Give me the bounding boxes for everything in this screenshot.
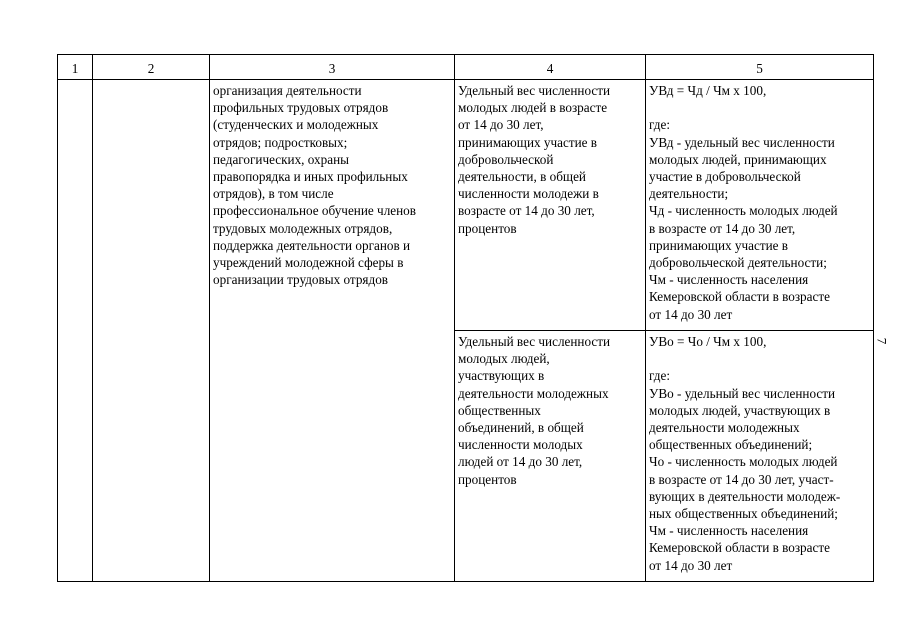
header-col-2: 2 (93, 55, 210, 80)
cell-empty (93, 80, 210, 582)
indicator-formula-text: УВо = Чо / Чм х 100, где: УВо - удельный вес численности молодых людей, участвующих в деятельности молодежных общественных объединений; Чо - численность молодых людей в возрасте от 14 до 30 лет, участ- вующих в деятельности молодеж- ных общественных объединений; Чм - численность населения Кемеровской области в возрасте от 14 до 30 лет (649, 334, 841, 573)
activity-cell (210, 80, 455, 582)
cell-number (58, 80, 93, 582)
activity-text: организация деятельности профильных трудовых отрядов (студенческих и молодежных отрядов; подростковых; педагогических, охраны правопорядка и иных профильных отрядов), в том числе профессиональное обучение членов трудовых молодежных отрядов, поддержка деятельности органов и учреждений молодежной сферы в организации трудовых отрядов (213, 83, 417, 288)
indicator-name-text: Удельный вес численности молодых людей в возрасте от 14 до 30 лет, принимающих участие в добровольческой деятельности, в общей численности молодежи в возрасте от 14 до 30 лет, процентов (458, 83, 611, 236)
indicator-formula-cell (646, 331, 874, 582)
indicator-formula-cell (646, 80, 874, 331)
indicators-table (57, 54, 874, 582)
indicator-name-cell (455, 80, 646, 331)
indicator-formula-text: УВд = Чд / Чм х 100, где: УВд - удельный вес численности молодых людей, принимающих участие в добровольческой деятельности; Чд - численность молодых людей в возрасте от 14 до 30 лет, принимающих участие в добровольческой деятельности; Чм - численность населения Кемеровской области в возрасте от 14 до 30 лет (649, 83, 838, 322)
header-col-5: 5 (646, 55, 874, 80)
page-number: 7 (874, 337, 890, 345)
header-col-4: 4 (455, 55, 646, 80)
table-row (58, 80, 874, 331)
indicator-name-text: Удельный вес численности молодых людей, участвующих в деятельности молодежных общественных объединений, в общей численности молодых людей от 14 до 30 лет, процентов (458, 334, 611, 487)
header-col-1: 1 (58, 55, 93, 80)
table-header-row (58, 55, 874, 80)
indicator-name-cell (455, 331, 646, 582)
header-col-3: 3 (210, 55, 455, 80)
